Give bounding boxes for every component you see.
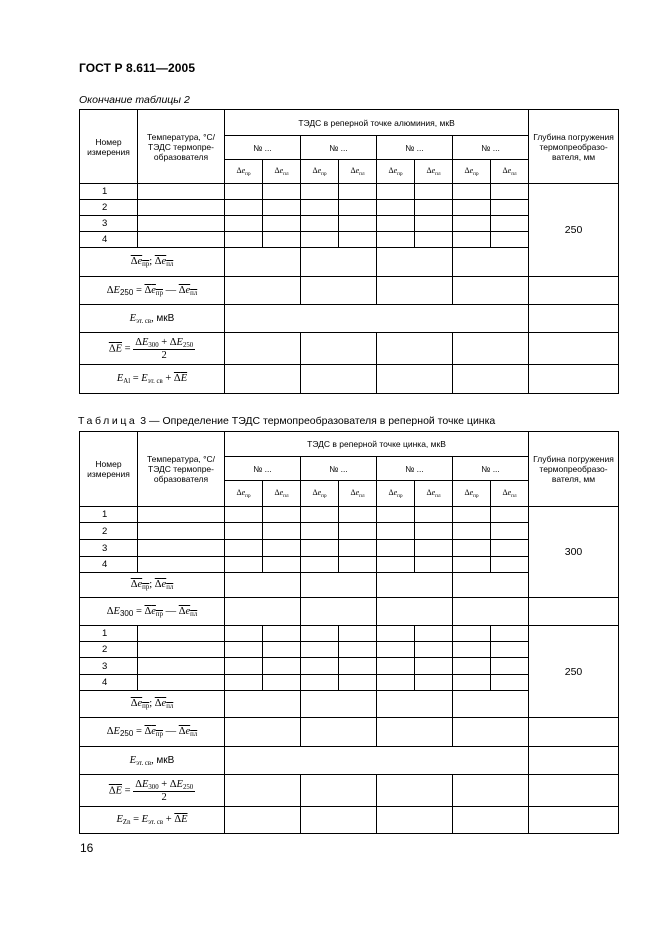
data-cell bbox=[529, 598, 619, 626]
data-cell bbox=[225, 365, 301, 394]
data-cell bbox=[225, 277, 301, 305]
data-cell bbox=[453, 333, 529, 365]
data-cell bbox=[377, 184, 415, 200]
data-cell bbox=[491, 232, 529, 248]
data-cell bbox=[491, 557, 529, 573]
col-header-depth: Глубина погружения термопреобразо-вателя, мм bbox=[529, 432, 619, 507]
data-cell bbox=[377, 248, 453, 277]
data-cell bbox=[415, 184, 453, 200]
reference-emf-unit: мкВ bbox=[156, 312, 175, 324]
delta-e-formula: $\Delta E_{300} = \Delta e_{пр}$ — $\Delta e_{пл}$ bbox=[80, 598, 225, 626]
data-cell bbox=[138, 200, 225, 216]
sub-header-de-pl: $\Delta e_{пл}$ bbox=[263, 160, 301, 184]
data-cell bbox=[453, 675, 491, 691]
col-header-group: ТЭДС в реперной точке цинка, мкВ bbox=[225, 432, 529, 457]
data-cell bbox=[377, 718, 453, 747]
data-cell bbox=[263, 523, 301, 540]
data-cell bbox=[339, 642, 377, 658]
data-cell bbox=[225, 540, 263, 557]
data-cell bbox=[301, 573, 377, 598]
data-cell bbox=[453, 642, 491, 658]
sub-header-de-pr: $\Delta e_{пр}$ bbox=[377, 160, 415, 184]
data-cell bbox=[415, 540, 453, 557]
data-cell bbox=[415, 626, 453, 642]
data-cell bbox=[225, 718, 301, 747]
sub-header-de-pl: $\Delta e_{пл}$ bbox=[263, 481, 301, 507]
data-cell bbox=[225, 333, 301, 365]
result-emf-formula: $E_{Zn} = E_{эт. св} + \Delta E$ bbox=[80, 807, 225, 834]
data-cell bbox=[138, 216, 225, 232]
data-cell bbox=[263, 216, 301, 232]
data-cell bbox=[377, 775, 453, 807]
data-cell bbox=[225, 507, 263, 523]
result-index: Zn bbox=[122, 819, 131, 826]
data-cell bbox=[415, 232, 453, 248]
data-cell bbox=[301, 691, 377, 718]
data-cell bbox=[339, 523, 377, 540]
data-cell bbox=[138, 626, 225, 642]
sub-header-de-pr: $\Delta e_{пр}$ bbox=[453, 481, 491, 507]
sub-header-de-pl: $\Delta e_{пл}$ bbox=[339, 160, 377, 184]
data-cell bbox=[453, 557, 491, 573]
data-cell bbox=[225, 523, 263, 540]
data-cell bbox=[377, 365, 453, 394]
delta-e-index: 300 bbox=[119, 608, 134, 618]
data-cell bbox=[225, 184, 263, 200]
sub-header-de-pl: $\Delta e_{пл}$ bbox=[415, 481, 453, 507]
data-cell bbox=[453, 216, 491, 232]
immersion-depth: 250 bbox=[529, 626, 619, 718]
data-cell bbox=[529, 747, 619, 775]
data-cell bbox=[377, 691, 453, 718]
reference-emf-unit: мкВ bbox=[156, 754, 175, 766]
data-cell bbox=[339, 184, 377, 200]
data-cell bbox=[453, 365, 529, 394]
data-cell bbox=[377, 232, 415, 248]
data-cell bbox=[415, 216, 453, 232]
data-cell bbox=[377, 642, 415, 658]
data-cell bbox=[301, 216, 339, 232]
table-3-caption bbox=[78, 415, 495, 427]
data-cell bbox=[301, 232, 339, 248]
thermocouple-no-label: № ... bbox=[453, 457, 529, 481]
thermocouple-no-label: № ... bbox=[225, 136, 301, 160]
data-cell bbox=[263, 642, 301, 658]
mean-delta-e-formula: ΔE = $\frac{\Delta E_{300} + \Delta E_{250}}{2}$ bbox=[80, 775, 225, 807]
data-cell bbox=[415, 557, 453, 573]
col-header-temperature: Температура, °С/ТЭДС термопре-образователя bbox=[138, 110, 225, 184]
delta-e-index: 250 bbox=[119, 287, 134, 297]
data-cell bbox=[377, 523, 415, 540]
thermocouple-no-label: № ... bbox=[377, 136, 453, 160]
mean-deviation-row-label: $\Delta e_{пр}$; $\Delta e_{пл}$ bbox=[80, 573, 225, 598]
data-cell bbox=[339, 216, 377, 232]
measurement-number: 4 bbox=[80, 232, 138, 248]
data-cell bbox=[415, 675, 453, 691]
data-cell bbox=[453, 184, 491, 200]
data-cell bbox=[138, 658, 225, 675]
mean-deviation-row-label: $\Delta e_{пр}$; $\Delta e_{пл}$ bbox=[80, 691, 225, 718]
data-cell bbox=[453, 807, 529, 834]
col-header-group: ТЭДС в реперной точке алюминия, мкВ bbox=[225, 110, 529, 136]
data-cell bbox=[453, 658, 491, 675]
data-cell bbox=[339, 200, 377, 216]
data-cell bbox=[263, 626, 301, 642]
data-cell bbox=[301, 277, 377, 305]
data-cell bbox=[225, 675, 263, 691]
data-cell bbox=[263, 540, 301, 557]
data-cell bbox=[225, 807, 301, 834]
data-cell bbox=[377, 216, 415, 232]
data-cell bbox=[415, 507, 453, 523]
data-cell bbox=[491, 507, 529, 523]
measurement-number: 2 bbox=[80, 200, 138, 216]
measurement-number: 3 bbox=[80, 216, 138, 232]
data-cell bbox=[415, 523, 453, 540]
reference-emf-label: $E_{эт. св}$, мкВ bbox=[80, 305, 225, 333]
measurement-number: 1 bbox=[80, 184, 138, 200]
data-cell bbox=[377, 675, 415, 691]
data-cell bbox=[339, 540, 377, 557]
data-cell bbox=[301, 365, 377, 394]
data-cell bbox=[225, 775, 301, 807]
data-cell bbox=[225, 557, 263, 573]
col-header-number: Номер измерения bbox=[80, 110, 138, 184]
data-cell bbox=[529, 333, 619, 365]
data-cell bbox=[301, 807, 377, 834]
data-cell bbox=[225, 248, 301, 277]
data-cell bbox=[301, 200, 339, 216]
table-continuation-caption: Окончание таблицы 2 bbox=[79, 94, 190, 106]
data-cell bbox=[138, 232, 225, 248]
data-cell bbox=[339, 232, 377, 248]
data-cell bbox=[301, 675, 339, 691]
data-cell bbox=[453, 718, 529, 747]
data-cell bbox=[453, 523, 491, 540]
thermocouple-no-label: № ... bbox=[225, 457, 301, 481]
data-cell bbox=[377, 200, 415, 216]
data-cell bbox=[138, 675, 225, 691]
data-cell bbox=[529, 305, 619, 333]
data-cell bbox=[377, 807, 453, 834]
data-cell bbox=[453, 598, 529, 626]
data-cell bbox=[263, 658, 301, 675]
data-cell bbox=[377, 277, 453, 305]
col-header-depth: Глубина погружения термопреобразо-вателя, мм bbox=[529, 110, 619, 184]
delta-e-formula: $\Delta E_{250} = \Delta e_{пр}$ — $\Delta e_{пл}$ bbox=[80, 718, 225, 747]
sub-header-de-pl: $\Delta e_{пл}$ bbox=[415, 160, 453, 184]
data-cell bbox=[225, 626, 263, 642]
data-cell bbox=[138, 557, 225, 573]
data-cell bbox=[453, 200, 491, 216]
data-cell bbox=[377, 598, 453, 626]
data-cell bbox=[138, 642, 225, 658]
sub-header-de-pr: $\Delta e_{пр}$ bbox=[225, 481, 263, 507]
data-cell bbox=[453, 232, 491, 248]
data-cell bbox=[377, 573, 453, 598]
data-cell bbox=[225, 691, 301, 718]
data-cell bbox=[453, 540, 491, 557]
delta-e-formula: $\Delta E_{250} = \Delta e_{пр}$ — $\Delta e_{пл}$ bbox=[80, 277, 225, 305]
data-cell bbox=[301, 626, 339, 642]
data-cell bbox=[263, 232, 301, 248]
table-3-caption-lead: Таблица bbox=[78, 415, 138, 427]
data-cell bbox=[225, 573, 301, 598]
table-3-caption-text: 3 — Определение ТЭДС термопреобразователя в реперной точке цинка bbox=[140, 415, 496, 427]
data-cell bbox=[301, 184, 339, 200]
data-cell bbox=[529, 277, 619, 305]
data-cell bbox=[263, 507, 301, 523]
data-cell bbox=[225, 658, 263, 675]
data-cell bbox=[263, 184, 301, 200]
mean-delta-e-formula: ΔE = $\frac{\Delta E_{300} + \Delta E_{250}}{2}$ bbox=[80, 333, 225, 365]
data-cell bbox=[138, 184, 225, 200]
result-index: Al bbox=[123, 378, 131, 385]
sub-header-de-pl: $\Delta e_{пл}$ bbox=[339, 481, 377, 507]
data-cell bbox=[415, 642, 453, 658]
data-cell bbox=[491, 626, 529, 642]
sub-header-de-pr: $\Delta e_{пр}$ bbox=[301, 160, 339, 184]
data-cell bbox=[453, 248, 529, 277]
data-cell bbox=[225, 747, 529, 775]
data-cell bbox=[491, 540, 529, 557]
data-cell bbox=[301, 642, 339, 658]
table-2 bbox=[79, 109, 619, 394]
measurement-number: 1 bbox=[80, 507, 138, 523]
measurement-number: 2 bbox=[80, 523, 138, 540]
data-cell bbox=[529, 365, 619, 394]
data-cell bbox=[225, 642, 263, 658]
data-cell bbox=[225, 305, 529, 333]
data-cell bbox=[377, 507, 415, 523]
data-cell bbox=[301, 507, 339, 523]
document-header: ГОСТ Р 8.611—2005 bbox=[79, 61, 196, 75]
data-cell bbox=[529, 807, 619, 834]
data-cell bbox=[339, 626, 377, 642]
data-cell bbox=[301, 718, 377, 747]
data-cell bbox=[491, 642, 529, 658]
data-cell bbox=[491, 216, 529, 232]
sub-header-de-pr: $\Delta e_{пр}$ bbox=[377, 481, 415, 507]
measurement-number: 4 bbox=[80, 675, 138, 691]
data-cell bbox=[491, 658, 529, 675]
thermocouple-no-label: № ... bbox=[453, 136, 529, 160]
data-cell bbox=[491, 184, 529, 200]
data-cell bbox=[263, 557, 301, 573]
data-cell bbox=[529, 775, 619, 807]
data-cell bbox=[377, 658, 415, 675]
data-cell bbox=[339, 675, 377, 691]
data-cell bbox=[301, 333, 377, 365]
table-3 bbox=[79, 431, 619, 834]
data-cell bbox=[301, 540, 339, 557]
sub-header-de-pr: $\Delta e_{пр}$ bbox=[225, 160, 263, 184]
data-cell bbox=[339, 557, 377, 573]
data-cell bbox=[263, 200, 301, 216]
data-cell bbox=[138, 523, 225, 540]
data-cell bbox=[225, 232, 263, 248]
data-cell bbox=[529, 718, 619, 747]
data-cell bbox=[377, 540, 415, 557]
data-cell bbox=[225, 216, 263, 232]
data-cell bbox=[377, 626, 415, 642]
col-header-temperature: Температура, °С/ТЭДС термопре-образователя bbox=[138, 432, 225, 507]
immersion-depth: 250 bbox=[529, 184, 619, 277]
data-cell bbox=[339, 507, 377, 523]
data-cell bbox=[491, 523, 529, 540]
data-cell bbox=[453, 775, 529, 807]
data-cell bbox=[263, 675, 301, 691]
data-cell bbox=[138, 540, 225, 557]
data-cell bbox=[453, 626, 491, 642]
data-cell bbox=[301, 598, 377, 626]
data-cell bbox=[225, 200, 263, 216]
col-header-number: Номер измерения bbox=[80, 432, 138, 507]
data-cell bbox=[377, 333, 453, 365]
data-cell bbox=[453, 691, 529, 718]
data-cell bbox=[491, 675, 529, 691]
immersion-depth: 300 bbox=[529, 507, 619, 598]
data-cell bbox=[301, 658, 339, 675]
data-cell bbox=[415, 658, 453, 675]
data-cell bbox=[453, 573, 529, 598]
thermocouple-no-label: № ... bbox=[301, 457, 377, 481]
data-cell bbox=[301, 775, 377, 807]
thermocouple-no-label: № ... bbox=[377, 457, 453, 481]
data-cell bbox=[415, 200, 453, 216]
data-cell bbox=[377, 557, 415, 573]
result-emf-formula: $E_{Al} = E_{эт. св} + \Delta E$ bbox=[80, 365, 225, 394]
data-cell bbox=[225, 598, 301, 626]
measurement-number: 3 bbox=[80, 540, 138, 557]
sub-header-de-pr: $\Delta e_{пр}$ bbox=[301, 481, 339, 507]
sub-header-de-pl: $\Delta e_{пл}$ bbox=[491, 481, 529, 507]
page-number: 16 bbox=[80, 841, 94, 855]
data-cell bbox=[339, 658, 377, 675]
data-cell bbox=[301, 557, 339, 573]
data-cell bbox=[453, 507, 491, 523]
measurement-number: 4 bbox=[80, 557, 138, 573]
delta-e-index: 250 bbox=[119, 729, 134, 738]
thermocouple-no-label: № ... bbox=[301, 136, 377, 160]
data-cell bbox=[138, 507, 225, 523]
data-cell bbox=[453, 277, 529, 305]
measurement-number: 1 bbox=[80, 626, 138, 642]
measurement-number: 2 bbox=[80, 642, 138, 658]
data-cell bbox=[301, 248, 377, 277]
measurement-number: 3 bbox=[80, 658, 138, 675]
reference-emf-label: $E_{эт. св}$, мкВ bbox=[80, 747, 225, 775]
sub-header-de-pr: $\Delta e_{пр}$ bbox=[453, 160, 491, 184]
sub-header-de-pl: $\Delta e_{пл}$ bbox=[491, 160, 529, 184]
data-cell bbox=[301, 523, 339, 540]
data-cell bbox=[491, 200, 529, 216]
mean-deviation-row-label: $\Delta e_{пр}$; $\Delta e_{пл}$ bbox=[80, 248, 225, 277]
